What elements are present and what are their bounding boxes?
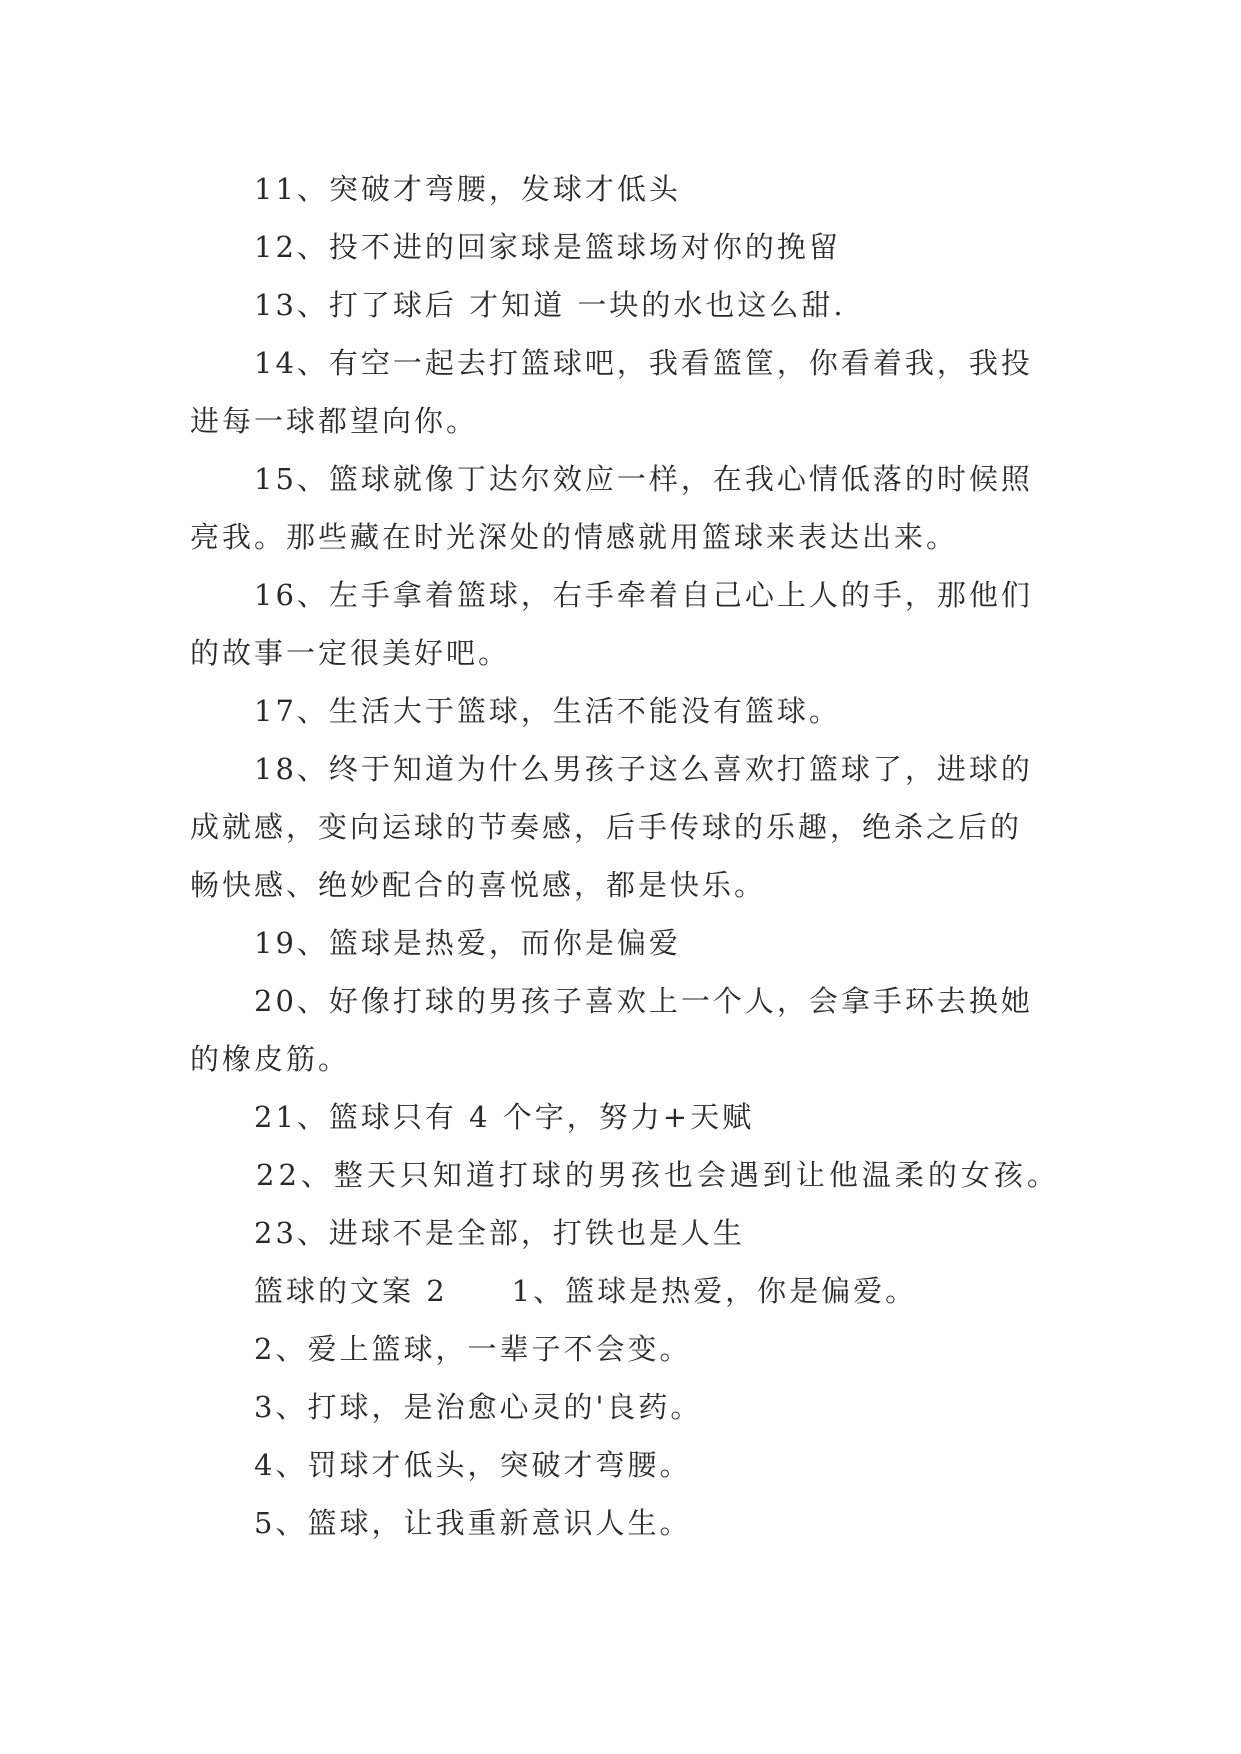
section-first-item: 1、篮球是热爱，你是偏爱。 — [511, 1274, 918, 1308]
text-line: 亮我。那些藏在时光深处的情感就用篮球来表达出来。 — [190, 520, 959, 554]
text-line: 21、篮球只有 4 个字，努力+天赋 — [254, 1100, 755, 1134]
document-body — [190, 160, 1070, 1552]
text-line: 11、突破才弯腰，发球才低头 — [254, 172, 681, 206]
list-item: 2、爱上篮球，一辈子不会变。 — [254, 1332, 692, 1366]
text-line: 14、有空一起去打篮球吧，我看篮筐，你看着我，我投 — [254, 346, 1033, 380]
text-line: 19、篮球是热爱，而你是偏爱 — [254, 926, 681, 960]
text-line: 13、打了球后 才知道 一块的水也这么甜. — [254, 288, 846, 322]
text-line: 进每一球都望向你。 — [190, 404, 479, 438]
list-item: 4、罚球才低头，突破才弯腰。 — [254, 1448, 692, 1482]
section-heading: 篮球的文案 2 — [254, 1274, 448, 1308]
text-line: 16、左手拿着篮球，右手牵着自己心上人的手，那他们 — [254, 578, 1033, 612]
text-line: 17、生活大于篮球，生活不能没有篮球。 — [254, 694, 841, 728]
text-line: 23、进球不是全部，打铁也是人生 — [254, 1216, 745, 1250]
text-line: 12、投不进的回家球是篮球场对你的挽留 — [254, 230, 841, 264]
text-line: 畅快感、绝妙配合的喜悦感，都是快乐。 — [190, 868, 767, 902]
text-line: 22、整天只知道打球的男孩也会遇到让他温柔的女孩。 — [256, 1158, 1060, 1192]
section-line — [190, 1262, 1070, 1320]
text-line: 的橡皮筋。 — [190, 1042, 351, 1076]
text-line: 15、篮球就像丁达尔效应一样，在我心情低落的时候照 — [254, 462, 1033, 496]
text-line: 的故事一定很美好吧。 — [190, 636, 511, 670]
list-item: 3、打球，是治愈心灵的'良药。 — [254, 1390, 703, 1424]
text-line: 18、终于知道为什么男孩子这么喜欢打篮球了，进球的 — [254, 752, 1033, 786]
text-line: 成就感，变向运球的节奏感，后手传球的乐趣，绝杀之后的 — [190, 810, 1023, 844]
list-item: 5、篮球，让我重新意识人生。 — [254, 1506, 692, 1540]
text-line: 20、好像打球的男孩子喜欢上一个人，会拿手环去换她 — [254, 984, 1033, 1018]
